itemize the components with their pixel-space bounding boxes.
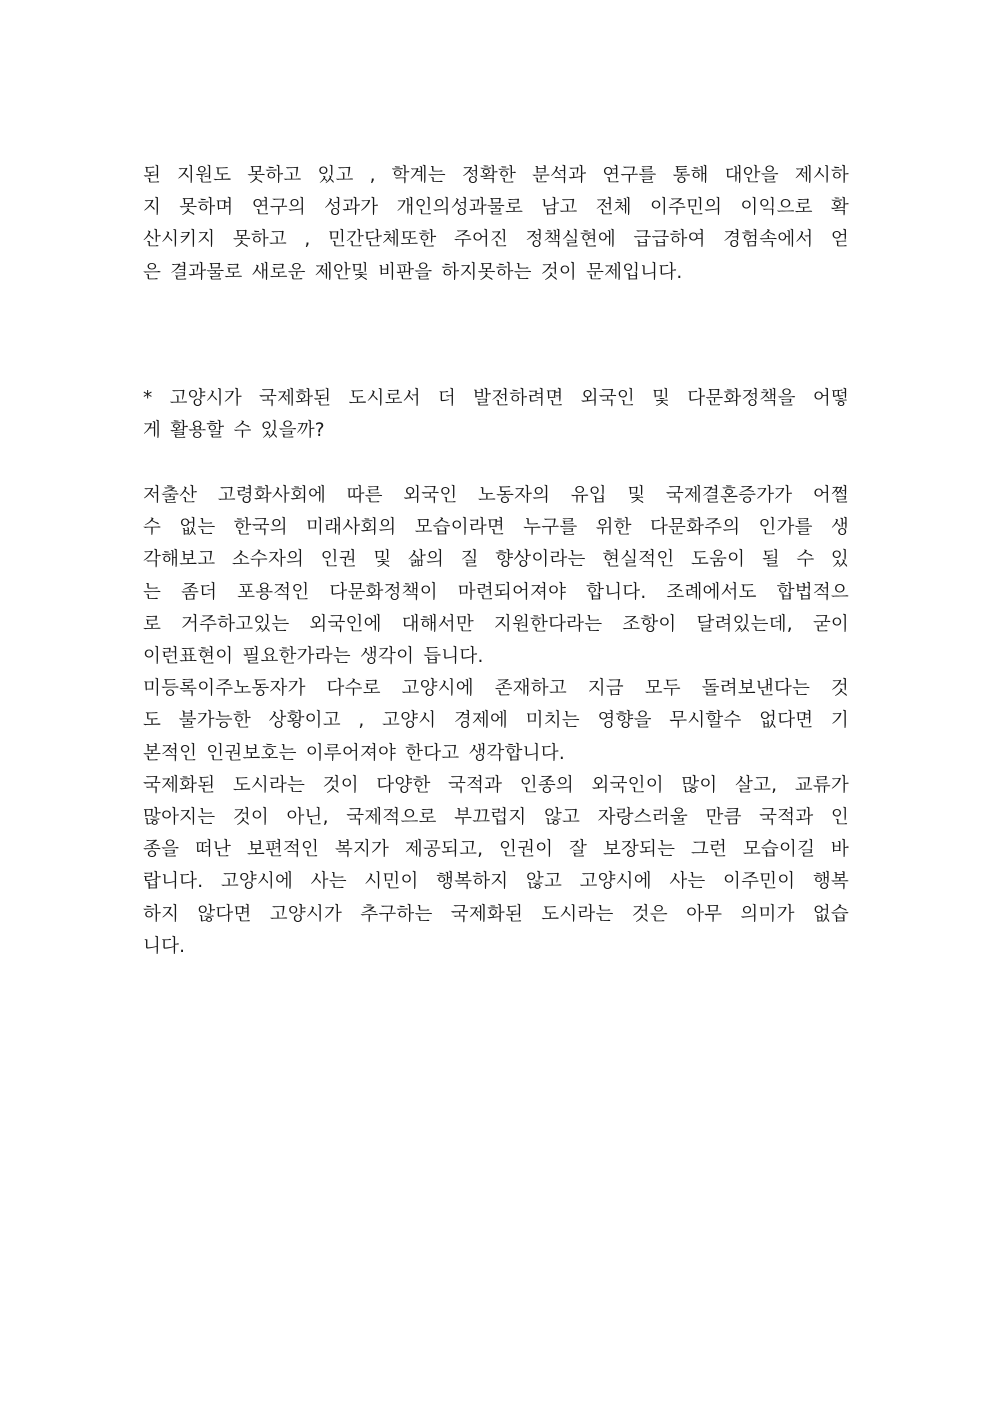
text-line: 도 불가능한 상황이고 , 고양시 경제에 미치는 영향을 무시할수 없다면 기 xyxy=(143,710,849,732)
text-line: 본적인 인권보호는 이루어져야 한다고 생각합니다. xyxy=(143,742,565,764)
text-line: 종을 떠난 보편적인 복지가 제공되고, 인권이 잘 보장되는 그런 모습이길 바 xyxy=(143,839,849,861)
text-line: 니다. xyxy=(143,935,186,957)
text-line: 산시키지 못하고 , 민간단체또한 주어진 정책실현에 급급하여 경험속에서 얻 xyxy=(143,229,849,251)
answer-paragraph xyxy=(143,480,849,963)
text-line: 저출산 고령화사회에 따른 외국인 노동자의 유입 및 국제결혼증가가 어쩔 xyxy=(143,485,849,506)
text-line: 많아지는 것이 아닌, 국제적으로 부끄럽지 않고 자랑스러울 만큼 국적과 인 xyxy=(143,807,849,829)
text-line: 미등록이주노동자가 다수로 고양시에 존재하고 지금 모두 돌려보낸다는 것 xyxy=(143,678,849,700)
text-line: 게 활용할 수 있을까? xyxy=(143,420,325,442)
text-line: 각해보고 소수자의 인권 및 삶의 질 향상이라는 현실적인 도움이 될 수 있 xyxy=(143,549,849,571)
text-line: * 고양시가 국제화된 도시로서 더 발전하려면 외국인 및 다문화정책을 어떻 xyxy=(143,388,849,409)
text-line: 는 좀더 포용적인 다문화정책이 마련되어져야 합니다. 조례에서도 합법적으 xyxy=(143,581,849,603)
text-line: 지 못하며 연구의 성과가 개인의성과물로 남고 전체 이주민의 이익으로 확 xyxy=(143,197,849,219)
text-line: 이런표현이 필요한가라는 생각이 듭니다. xyxy=(143,646,484,668)
text-line: 된 지원도 못하고 있고 , 학계는 정확한 분석과 연구를 통해 대안을 제시하 xyxy=(143,165,849,186)
text-line: 로 거주하고있는 외국인에 대해서만 지원한다라는 조항이 달려있는데, 굳이 xyxy=(143,613,849,635)
text-line: 은 결과물로 새로운 제안및 비판을 하지못하는 것이 문제입니다. xyxy=(143,261,683,283)
paragraph-problem-statement xyxy=(143,160,849,289)
text-line: 수 없는 한국의 미래사회의 모습이라면 누구를 위한 다문화주의 인가를 생 xyxy=(143,517,849,539)
text-line: 국제화된 도시라는 것이 다양한 국적과 인종의 외국인이 많이 살고, 교류가 xyxy=(143,774,849,796)
text-line: 하지 않다면 고양시가 추구하는 국제화된 도시라는 것은 아무 의미가 없습 xyxy=(143,903,849,925)
text-line: 랍니다. 고양시에 사는 시민이 행복하지 않고 고양시에 사는 이주민이 행복 xyxy=(143,871,849,893)
question-heading xyxy=(143,383,849,447)
